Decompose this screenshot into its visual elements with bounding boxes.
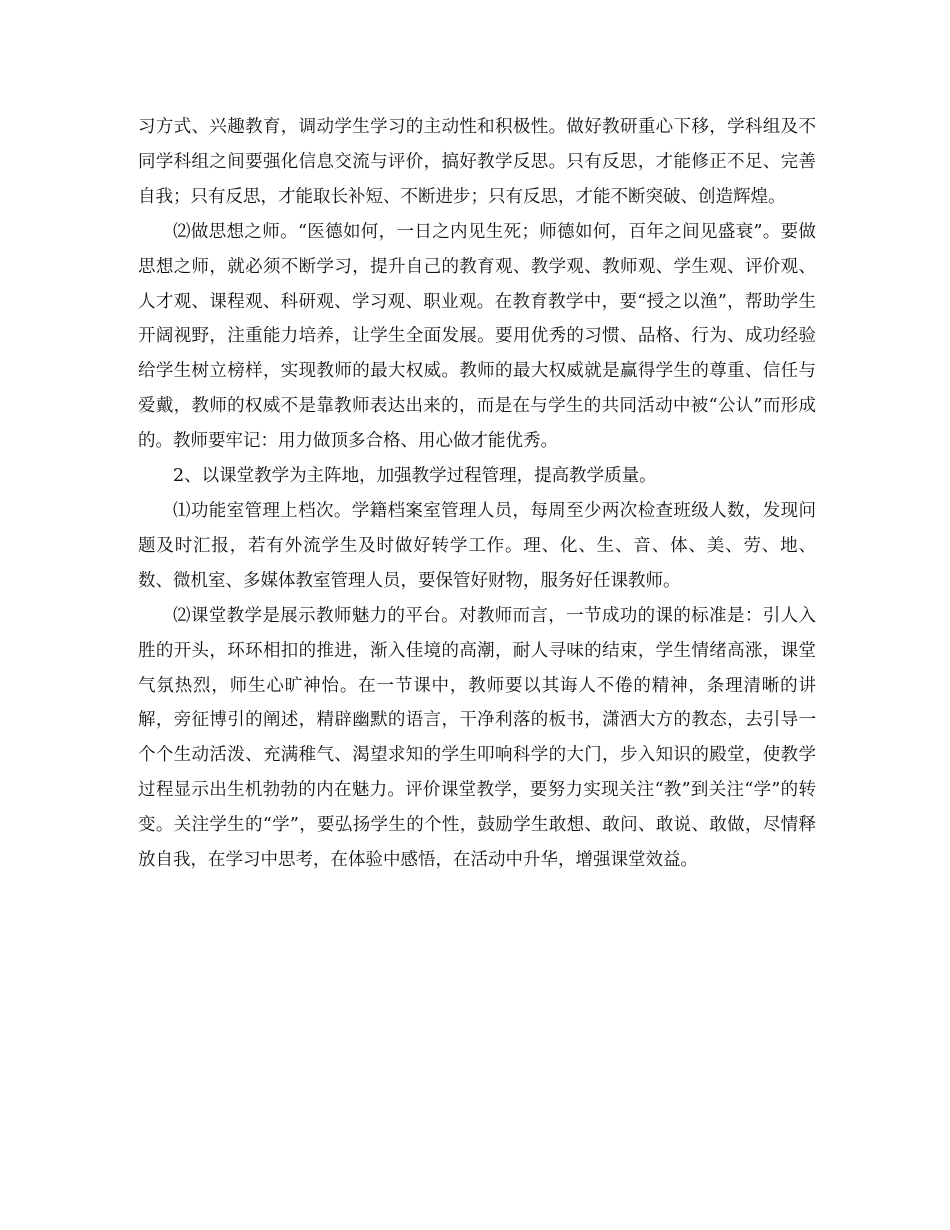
paragraph-continuation: 习方式、兴趣教育，调动学生学习的主动性和积极性。做好教研重心下移，学科组及不同学科组之间要强化信息交流与评价，搞好教学反思。只有反思，才能修正不足、完善自我；只有反思，才能取长补短、不断进步；只有反思，才能不断突破、创造辉煌。: [138, 117, 816, 207]
paragraph-classroom-teaching: ⑵课堂教学是展示教师魅力的平台。对教师而言，一节成功的课的标准是：引人入胜的开头，环环相扣的推进，渐入佳境的高潮，耐人寻味的结束，学生情绪高涨，课堂气氛热烈，师生心旷神怡。在一节课中，教师要以其诲人不倦的精神，条理清晰的讲解，旁征博引的阐述，精辟幽默的语言，干净利落的板书，潇洒大方的教态，去引导一个个生动活泼、充满稚气、渴望求知的学生叩响科学的大门，步入知识的殿堂，使教学过程显示出生机勃勃的内在魅力。评价课堂教学，要努力实现关注“教”到关注“学”的转变。关注学生的“学”，要弘扬学生的个性，鼓励学生敢想、敢问、敢说、敢做，尽情释放自我，在学习中思考，在体验中感悟，在活动中升华，增强课堂效益。: [138, 605, 816, 871]
paragraph-thought-teacher: ⑵做思想之师。“医德如何，一日之内见生死；师德如何，百年之间见盛衰”。要做思想之师，就必须不断学习，提升自己的教育观、教学观、教师观、学生观、评价观、人才观、课程观、科研观、学习观、职业观。在教育教学中，要“授之以渔”，帮助学生开阔视野，注重能力培养，让学生全面发展。要用优秀的习惯、品格、行为、成功经验给学生树立榜样，实现教师的最大权威。教师的最大权威就是赢得学生的尊重、信任与爱戴，教师的权威不是靠教师表达出来的，而是在与学生的共同活动中被“公认”而形成的。教师要牢记：用力做顶多合格、用心做才能优秀。: [138, 221, 816, 452]
paragraph-function-rooms: ⑴功能室管理上档次。学籍档案室管理人员，每周至少两次检查班级人数，发现问题及时汇报，若有外流学生及时做好转学工作。理、化、生、音、体、美、劳、地、数、微机室、多媒体教室管理人员，要保管好财物，服务好任课教师。: [138, 500, 816, 591]
section-heading-classroom: 2、以课堂教学为主阵地，加强教学过程管理，提高教学质量。: [173, 466, 657, 487]
document-body: [138, 110, 816, 878]
